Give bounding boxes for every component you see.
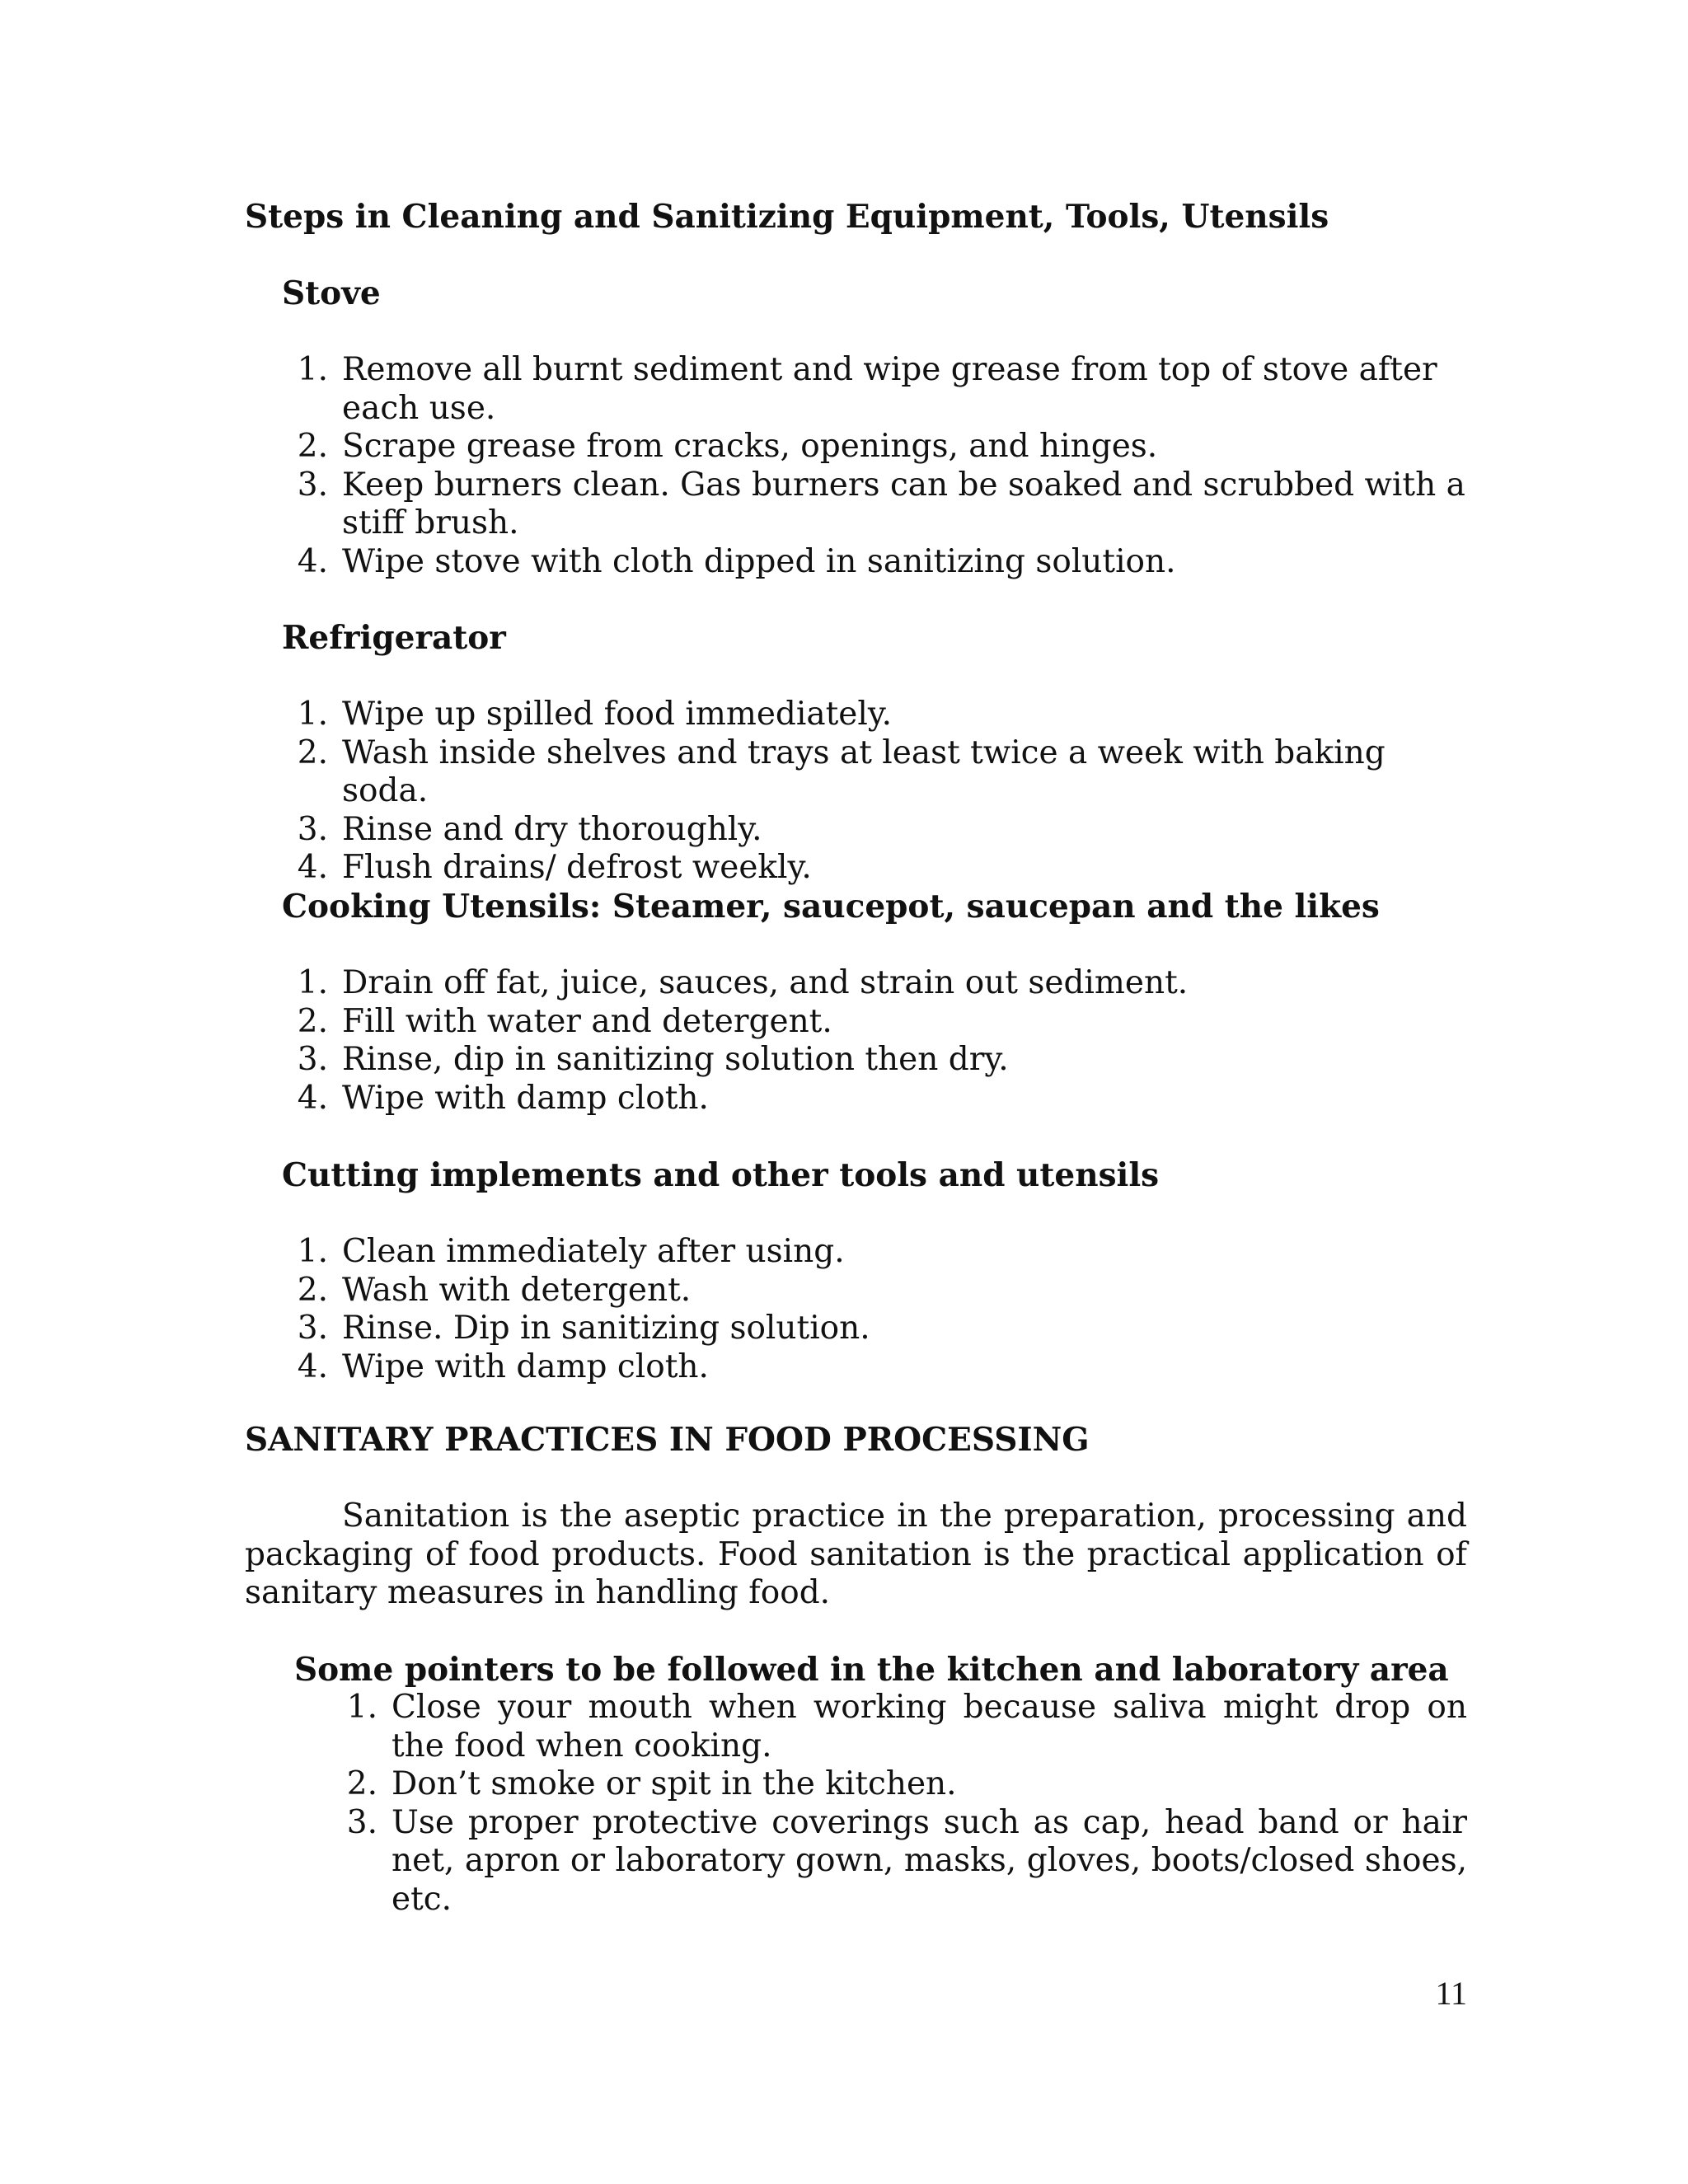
list-item: 3. Use proper protective coverings such as cap, head band or hair net, apron or laboratory gown, masks, gloves, boots/closed shoes, etc.	[346, 1803, 1467, 1918]
list-item: 1. Remove all burnt sediment and wipe grease from top of stove after each use.	[297, 351, 1437, 427]
stove-steps-list	[282, 351, 1477, 581]
cutting-implements-steps-list	[282, 1233, 1477, 1386]
list-item: 1. Close your mouth when working because saliva might drop on the food when cooking.	[346, 1689, 1467, 1765]
list-item: 3. Rinse. Dip in sanitizing solution.	[297, 1310, 870, 1347]
list-item: 3. Rinse and dry thoroughly.	[297, 810, 762, 848]
sanitation-paragraph: Sanitation is the aseptic practice in the preparation, processing and packaging of food products. Food sanitation is the practical application of sanitary measures in handling food.	[245, 1497, 1467, 1611]
list-item: 4. Wipe with damp cloth.	[297, 1079, 709, 1117]
page-title: Steps in Cleaning and Sanitizing Equipment, Tools, Utensils	[245, 198, 1329, 236]
list-item: 3. Keep burners clean. Gas burners can be soaked and scrubbed with a stiff brush.	[297, 466, 1465, 541]
list-item: 4. Wipe stove with cloth dipped in sanitizing solution.	[297, 542, 1176, 580]
list-item: 2. Scrape grease from cracks, openings, and hinges.	[297, 428, 1158, 465]
list-item: 1. Clean immediately after using.	[297, 1233, 845, 1270]
list-item: 3. Rinse, dip in sanitizing solution then dry.	[297, 1041, 1009, 1078]
section-heading-cutting-implements: Cutting implements and other tools and utensils	[282, 1156, 1160, 1194]
page-number: 11	[1435, 1975, 1467, 2012]
sanitary-practices-heading: SANITARY PRACTICES IN FOOD PROCESSING	[245, 1421, 1090, 1459]
list-item: 4. Flush drains/ defrost weekly.	[297, 849, 812, 886]
cooking-utensils-steps-list	[282, 964, 1477, 1118]
list-item: 1. Drain off fat, juice, sauces, and strain out sediment.	[297, 964, 1189, 1001]
section-heading-refrigerator: Refrigerator	[282, 619, 506, 657]
section-heading-stove: Stove	[282, 274, 381, 312]
refrigerator-steps-list	[282, 696, 1477, 888]
list-item: 2. Wash inside shelves and trays at least twice a week with baking soda.	[297, 733, 1386, 809]
list-item: 4. Wipe with damp cloth.	[297, 1347, 709, 1385]
section-heading-cooking-utensils: Cooking Utensils: Steamer, saucepot, saucepan and the likes	[282, 888, 1380, 926]
list-item: 2. Fill with water and detergent.	[297, 1002, 832, 1040]
list-item: 2. Wash with detergent.	[297, 1271, 692, 1309]
list-item: 2. Don’t smoke or spit in the kitchen.	[346, 1765, 957, 1802]
pointers-list	[331, 1689, 1467, 1919]
pointers-heading: Some pointers to be followed in the kitchen and laboratory area	[294, 1651, 1449, 1689]
list-item: 1. Wipe up spilled food immediately.	[297, 696, 893, 733]
